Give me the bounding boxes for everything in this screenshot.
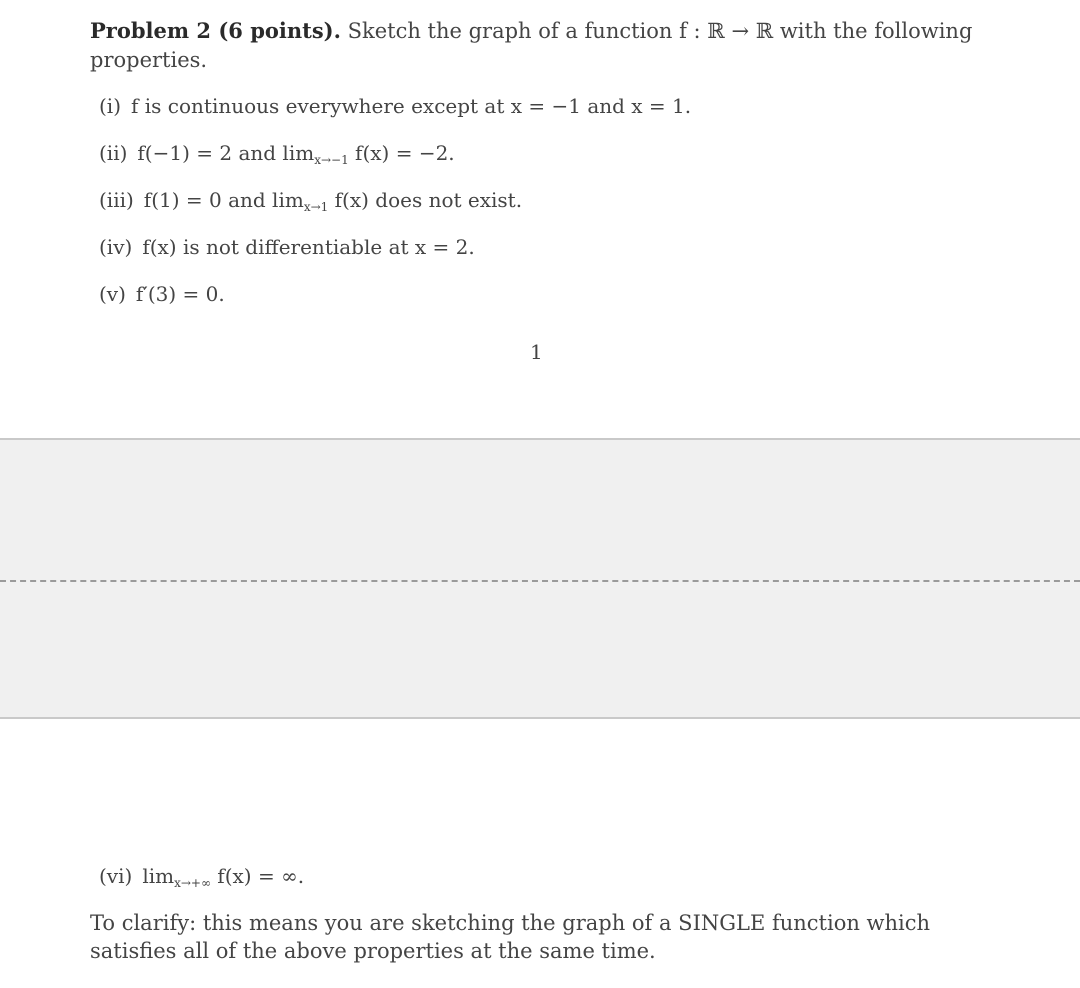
property-item-vi bbox=[99, 863, 304, 889]
page-2 bbox=[0, 719, 1080, 988]
property-item-iii bbox=[99, 187, 522, 213]
item-text: f(x) is not differentiable at x = 2. bbox=[142, 235, 475, 259]
item-text-pre: f(−1) = 2 and lim bbox=[137, 141, 315, 165]
problem-heading: Problem 2 (6 points). bbox=[90, 18, 341, 43]
item-text: f is continuous everywhere except at x = −1 and x = 1. bbox=[131, 94, 692, 118]
property-item-ii bbox=[99, 140, 455, 166]
item-number: (iv) bbox=[99, 235, 133, 259]
property-item-v bbox=[99, 281, 225, 307]
limit-subscript: x→1 bbox=[303, 200, 329, 214]
item-text-pre: lim bbox=[142, 864, 175, 888]
limit-subscript: x→+∞ bbox=[174, 876, 211, 890]
page-gap bbox=[0, 438, 1080, 719]
limit-subscript: x→−1 bbox=[314, 153, 349, 167]
item-text-post: f(x) does not exist. bbox=[328, 188, 523, 212]
problem-statement bbox=[90, 16, 1005, 75]
page-1 bbox=[0, 0, 1080, 438]
item-text-pre: f(1) = 0 and lim bbox=[143, 188, 304, 212]
item-number: (i) bbox=[99, 94, 122, 118]
item-text-post: f(x) = ∞. bbox=[210, 864, 305, 888]
item-number: (v) bbox=[99, 282, 126, 306]
problem-intro: Sketch the graph of a function f : ℝ → ℝ with the following properties. bbox=[90, 19, 973, 72]
property-item-i bbox=[99, 93, 691, 119]
item-text-post: f(x) = −2. bbox=[348, 141, 455, 165]
item-number: (vi) bbox=[99, 864, 133, 888]
item-number: (ii) bbox=[99, 141, 128, 165]
page-number: 1 bbox=[530, 340, 543, 364]
clarification-paragraph: To clarify: this means you are sketching the graph of a SINGLE function which satisfies all of the above properties at the same time. bbox=[90, 911, 931, 963]
item-number: (iii) bbox=[99, 188, 134, 212]
item-text: f′(3) = 0. bbox=[135, 282, 225, 306]
page-break-divider bbox=[0, 580, 1080, 582]
property-item-iv bbox=[99, 234, 475, 260]
